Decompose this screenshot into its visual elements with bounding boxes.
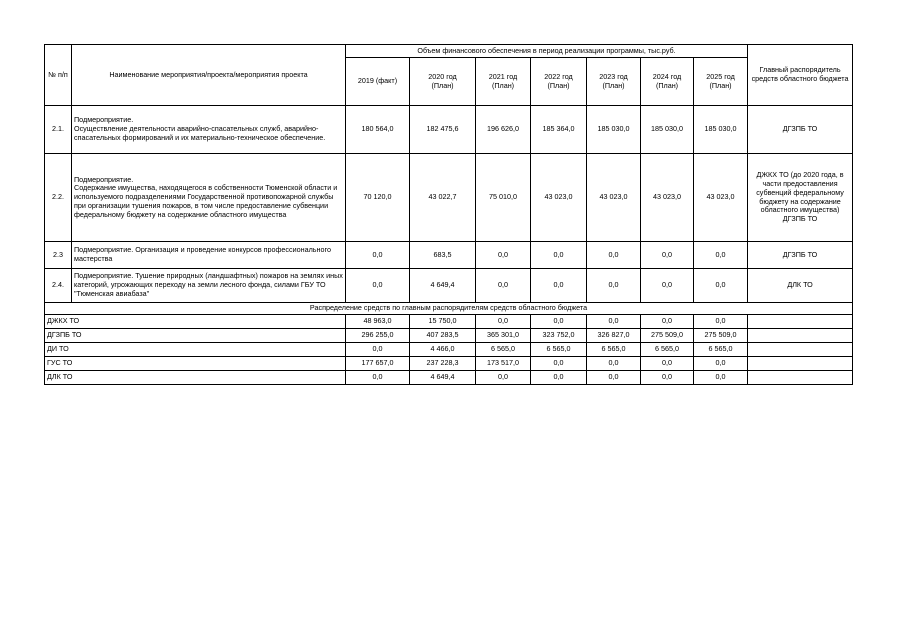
value-cell: 296 255,0 <box>346 329 410 343</box>
value-cell: 0,0 <box>694 269 748 303</box>
value-cell: 4 649,4 <box>410 269 476 303</box>
empty-cell <box>748 329 853 343</box>
value-cell: 0,0 <box>641 371 694 385</box>
value-cell: 0,0 <box>587 371 641 385</box>
value-cell: 0,0 <box>641 357 694 371</box>
value-cell: 0,0 <box>641 269 694 303</box>
value-cell: 75 010,0 <box>476 154 531 242</box>
year-header-2025: 2025 год (План) <box>694 58 748 106</box>
year-header-2021: 2021 год (План) <box>476 58 531 106</box>
distributor-name: ГУС ТО <box>45 357 346 371</box>
value-cell: 6 565,0 <box>694 343 748 357</box>
distribution-title: Распределение средств по главным распорядителям средств областного бюджета <box>45 303 853 315</box>
value-cell: 0,0 <box>531 242 587 269</box>
value-cell: 0,0 <box>694 315 748 329</box>
value-cell: 0,0 <box>587 242 641 269</box>
header-num: № п/п <box>45 45 72 106</box>
value-cell: 0,0 <box>587 269 641 303</box>
distribution-row <box>45 315 853 329</box>
row-number: 2.4. <box>45 269 72 303</box>
value-cell: 326 827,0 <box>587 329 641 343</box>
value-cell: 6 565,0 <box>641 343 694 357</box>
value-cell: 0,0 <box>476 315 531 329</box>
value-cell: 177 657,0 <box>346 357 410 371</box>
value-cell: 275 509,0 <box>694 329 748 343</box>
value-cell: 0,0 <box>694 357 748 371</box>
value-cell: 275 509,0 <box>641 329 694 343</box>
value-cell: 0,0 <box>587 357 641 371</box>
value-cell: 0,0 <box>346 343 410 357</box>
value-cell: 180 564,0 <box>346 106 410 154</box>
empty-cell <box>748 343 853 357</box>
year-header-2022: 2022 год (План) <box>531 58 587 106</box>
row-number: 2.2. <box>45 154 72 242</box>
value-cell: 185 030,0 <box>694 106 748 154</box>
value-cell: 4 649,4 <box>410 371 476 385</box>
value-cell: 323 752,0 <box>531 329 587 343</box>
value-cell: 43 022,7 <box>410 154 476 242</box>
value-cell: 0,0 <box>641 242 694 269</box>
table-row <box>45 269 853 303</box>
value-cell: 6 565,0 <box>476 343 531 357</box>
value-cell: 0,0 <box>531 315 587 329</box>
distribution-row <box>45 343 853 357</box>
value-cell: 15 750,0 <box>410 315 476 329</box>
value-cell: 185 030,0 <box>641 106 694 154</box>
value-cell: 407 283,5 <box>410 329 476 343</box>
distribution-row <box>45 371 853 385</box>
row-description: Подмероприятие. Содержание имущества, находящегося в собственности Тюменской области и используемого подразделениями Государственной противопожарной службы при организации тушения пожаров, в том числе предоставление субвенции федеральному бюджету на содержание областного имущества <box>72 154 346 242</box>
value-cell: 196 626,0 <box>476 106 531 154</box>
value-cell: 173 517,0 <box>476 357 531 371</box>
year-header-2020: 2020 год (План) <box>410 58 476 106</box>
value-cell: 237 228,3 <box>410 357 476 371</box>
distribution-row <box>45 357 853 371</box>
header-distributor: Главный распорядитель средств областного бюджета <box>748 45 853 106</box>
row-description: Подмероприятие. Организация и проведение конкурсов профессионального мастерства <box>72 242 346 269</box>
row-number: 2.3 <box>45 242 72 269</box>
value-cell: 683,5 <box>410 242 476 269</box>
value-cell: 6 565,0 <box>531 343 587 357</box>
value-cell: 185 364,0 <box>531 106 587 154</box>
value-cell: 43 023,0 <box>694 154 748 242</box>
value-cell: 4 466,0 <box>410 343 476 357</box>
table-row <box>45 106 853 154</box>
value-cell: 0,0 <box>346 269 410 303</box>
value-cell: 365 301,0 <box>476 329 531 343</box>
value-cell: 43 023,0 <box>587 154 641 242</box>
value-cell: 0,0 <box>476 371 531 385</box>
distribution-title-row <box>45 303 853 315</box>
value-cell: 0,0 <box>641 315 694 329</box>
value-cell: 0,0 <box>531 371 587 385</box>
value-cell: 0,0 <box>587 315 641 329</box>
value-cell: 185 030,0 <box>587 106 641 154</box>
value-cell: 70 120,0 <box>346 154 410 242</box>
year-header-2024: 2024 год (План) <box>641 58 694 106</box>
row-description: Подмероприятие. Осуществление деятельности аварийно-спасательных служб, аварийно-спасательных формирований и их материально-техническое обеспечение. <box>72 106 346 154</box>
year-header-2019: 2019 (факт) <box>346 58 410 106</box>
distributor-name: ДЖКХ ТО <box>45 315 346 329</box>
value-cell: 182 475,6 <box>410 106 476 154</box>
distributor-cell: ДГЗПБ ТО <box>748 106 853 154</box>
table-row <box>45 242 853 269</box>
value-cell: 0,0 <box>476 269 531 303</box>
funding-table <box>44 44 853 385</box>
empty-cell <box>748 315 853 329</box>
value-cell: 48 963,0 <box>346 315 410 329</box>
value-cell: 0,0 <box>531 269 587 303</box>
row-description: Подмероприятие. Тушение природных (ландшафтных) пожаров на землях иных категорий, угрожающих переходу на земли лесного фонда, силами ГБУ ТО "Тюменская авиабаза" <box>72 269 346 303</box>
distributor-cell: ДЛК ТО <box>748 269 853 303</box>
value-cell: 0,0 <box>531 357 587 371</box>
value-cell: 0,0 <box>476 242 531 269</box>
value-cell: 43 023,0 <box>531 154 587 242</box>
distributor-cell: ДГЗПБ ТО <box>748 242 853 269</box>
distribution-row <box>45 329 853 343</box>
row-number: 2.1. <box>45 106 72 154</box>
value-cell: 0,0 <box>694 242 748 269</box>
value-cell: 0,0 <box>346 242 410 269</box>
distributor-name: ДИ ТО <box>45 343 346 357</box>
distributor-name: ДЛК ТО <box>45 371 346 385</box>
value-cell: 43 023,0 <box>641 154 694 242</box>
value-cell: 0,0 <box>346 371 410 385</box>
distributor-cell: ДЖКХ ТО (до 2020 года, в части предоставления субвенций федеральному бюджету на содержание областного имущества) ДГЗПБ ТО <box>748 154 853 242</box>
table-row <box>45 154 853 242</box>
value-cell: 0,0 <box>694 371 748 385</box>
empty-cell <box>748 371 853 385</box>
header-name: Наименование мероприятия/проекта/мероприятия проекта <box>72 45 346 106</box>
empty-cell <box>748 357 853 371</box>
value-cell: 6 565,0 <box>587 343 641 357</box>
year-header-2023: 2023 год (План) <box>587 58 641 106</box>
distributor-name: ДГЗПБ ТО <box>45 329 346 343</box>
header-funding: Объем финансового обеспечения в период реализации программы, тыс.руб. <box>346 45 748 58</box>
